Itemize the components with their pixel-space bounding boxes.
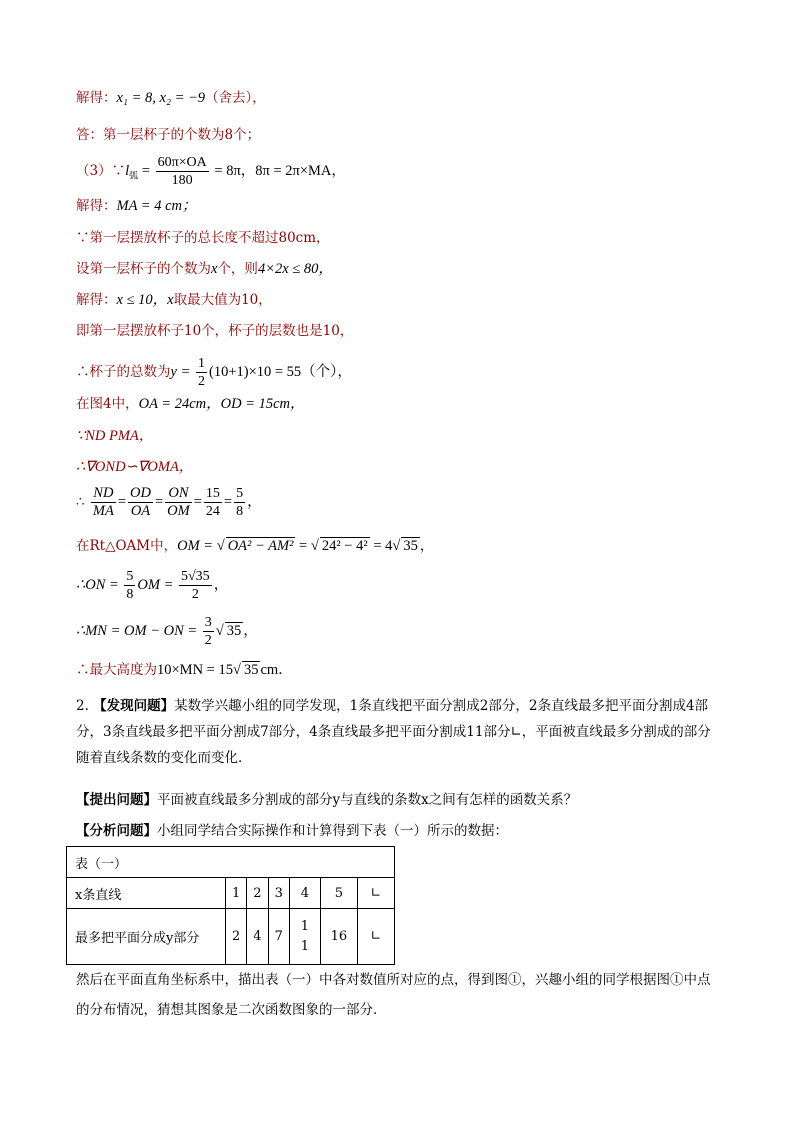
math: ∴ON = xyxy=(76,577,123,593)
table-cell: 7 xyxy=(268,909,289,965)
denominator: 2 xyxy=(204,633,212,648)
text: ∴最大高度为 xyxy=(76,662,157,678)
solution-line-7 xyxy=(76,290,272,310)
section-tag: 【发现问题】 xyxy=(93,698,175,714)
text: （舍去）， xyxy=(205,90,266,106)
numerator: ND xyxy=(91,485,116,503)
math: (10+1)×10 = 55（个）， xyxy=(208,364,352,380)
numerator: 60π×OA xyxy=(157,155,207,170)
math: OA = 24cm，OD = 15cm， xyxy=(138,396,305,412)
table-row-y xyxy=(67,909,395,965)
numerator: 5 xyxy=(236,486,244,501)
table-cell: 4 xyxy=(247,909,268,965)
equals: = xyxy=(193,494,202,510)
table-cell: 2 xyxy=(226,909,247,965)
solution-line-8: 即第一层摆放杯子10个，杯子的层数也是10， xyxy=(76,323,354,339)
math: ∴MN = OM − ON = xyxy=(76,623,201,639)
equals: = xyxy=(117,494,127,510)
solution-line-11: ∵ND PMA， xyxy=(76,428,154,444)
math: = xyxy=(295,538,311,554)
denominator: 8 xyxy=(126,587,134,602)
math: = 4 xyxy=(369,538,393,554)
radicand: 35 xyxy=(243,662,259,678)
math: y = xyxy=(170,364,194,380)
table-caption-row xyxy=(67,847,395,878)
text: 解得： xyxy=(76,90,117,106)
radicand: 35 xyxy=(226,623,242,639)
radical: √ xyxy=(310,538,319,554)
solution-line-1 xyxy=(76,88,266,108)
solution-line-3 xyxy=(76,154,346,189)
math: l xyxy=(125,163,130,179)
text: 个，则 xyxy=(217,261,258,277)
solution-line-17 xyxy=(76,660,293,680)
equals: = xyxy=(138,163,154,179)
solution-line-9 xyxy=(76,355,352,390)
row-label: 最多把平面分成y部分 xyxy=(67,909,226,965)
numerator: ON xyxy=(165,485,192,503)
fraction xyxy=(196,355,207,390)
denominator: 8 xyxy=(236,504,244,519)
section-tag: 【提出问题】 xyxy=(76,792,157,808)
text: 解得： xyxy=(76,292,117,308)
paragraph-text: 某数学兴趣小组的同学发现，1条直线把平面分割成2部分，2条直线最多把平面分割成4部分，3条直线最多把平面分割成7部分，4条直线最多把平面分割成11部分∟，平面被直线最多分割成的部分随着直线条数的变化而变化． xyxy=(76,698,711,766)
solution-line-13 xyxy=(76,485,262,520)
denominator: 24 xyxy=(205,504,220,519)
solution-line-16 xyxy=(76,614,258,649)
text: 解得： xyxy=(76,198,117,214)
paragraph-text: 平面被直线最多分割成的部分y与直线的条数x之间有怎样的函数关系？ xyxy=(157,792,578,808)
row-label: x条直线 xyxy=(67,878,226,909)
fraction-2 xyxy=(128,485,153,520)
denominator: 180 xyxy=(171,173,193,188)
text: 取最大值为10， xyxy=(173,292,272,308)
problem-2-plot-paragraph: 然后在平面直角坐标系中，描出表（一）中各对数值所对应的点，得到图①，兴趣小组的同学根据图①中点的分布情况，猜想其图象是二次函数图象的一部分． xyxy=(76,972,711,1018)
math: OM = xyxy=(137,577,177,593)
math: OM = xyxy=(177,538,217,554)
fraction xyxy=(203,614,214,649)
table-cell: 5 xyxy=(320,878,357,909)
solution-line-15 xyxy=(76,568,228,603)
numerator: 15 xyxy=(205,486,220,501)
solution-line-6 xyxy=(76,259,333,279)
table-cell: 1 1 xyxy=(289,909,320,965)
math: MA = 4 cm； xyxy=(116,198,197,214)
math: x ≤ 10， xyxy=(116,292,168,308)
numerator: OD xyxy=(130,485,151,501)
radical: √ xyxy=(392,538,401,554)
problem-number: 2. xyxy=(76,698,94,714)
radicand: 24² − 4² xyxy=(321,538,368,554)
comma: ， xyxy=(247,494,262,510)
table-cell: ∟ xyxy=(357,909,394,965)
math: x₁ = 8, x₂ = −9 xyxy=(116,90,206,106)
fraction xyxy=(156,154,209,189)
numerator: 1 xyxy=(197,356,205,371)
table-cell: 3 xyxy=(268,878,289,909)
subscript: 弧 xyxy=(129,171,139,182)
fraction xyxy=(179,568,212,603)
numerator: 5 xyxy=(126,569,134,584)
math: x xyxy=(211,261,218,277)
fraction-1 xyxy=(91,485,116,520)
fraction-4 xyxy=(204,485,222,520)
text: （3）∵ xyxy=(76,163,126,179)
radical: √ xyxy=(215,623,224,639)
equals: = xyxy=(154,494,164,510)
table-cell: 2 xyxy=(247,878,268,909)
therefore: ∴ xyxy=(76,494,85,510)
table-cell: 1 xyxy=(226,878,247,909)
table-cell: 16 xyxy=(320,909,357,965)
math: 4×2x ≤ 80， xyxy=(257,261,333,277)
denominator: OM xyxy=(167,503,190,519)
fraction-5 xyxy=(234,485,245,520)
solution-line-2: 答：第一层杯子的个数为8个； xyxy=(76,127,261,143)
text: ∴杯子的总数为 xyxy=(76,364,171,380)
numerator: 3 xyxy=(204,615,212,630)
text: 在Rt△OAM中， xyxy=(76,538,178,554)
math: 10×MN = 15 xyxy=(157,662,233,678)
denominator: OA xyxy=(130,503,151,519)
problem-2-question xyxy=(76,787,716,813)
table-cell: ∟ xyxy=(357,878,394,909)
radical: √ xyxy=(216,538,225,554)
solution-line-4 xyxy=(76,196,197,216)
equals: = xyxy=(223,494,233,510)
comma: ， xyxy=(243,623,258,639)
math: = 8π，8π = 2π×MA， xyxy=(210,163,346,179)
table-caption: 表（一） xyxy=(67,847,395,878)
solution-line-10 xyxy=(76,394,305,414)
paragraph-text: 小组同学结合实际操作和计算得到下表（一）所示的数据： xyxy=(157,823,508,839)
unit: cm． xyxy=(260,662,293,678)
denominator: 2 xyxy=(191,587,199,602)
text: 在图4中， xyxy=(76,396,139,412)
denominator: 2 xyxy=(197,374,205,389)
radicand: OA² − AM² xyxy=(227,538,294,554)
comma: ， xyxy=(213,577,229,593)
fraction-3 xyxy=(165,485,192,520)
section-tag: 【分析问题】 xyxy=(76,823,157,839)
table-cell: 4 xyxy=(289,878,320,909)
text: 设第一层杯子的个数为 xyxy=(76,261,211,277)
math: x xyxy=(167,292,174,308)
radical: √ xyxy=(232,662,241,678)
numerator: 5√35 xyxy=(181,569,210,584)
problem-2-discover xyxy=(76,693,716,771)
data-table xyxy=(66,846,395,965)
text: ， xyxy=(419,538,434,554)
fraction xyxy=(124,568,135,603)
problem-2-analysis xyxy=(76,818,716,844)
solution-line-12: ∴∇OND∽∇OMA， xyxy=(76,459,194,475)
denominator: MA xyxy=(92,503,114,519)
solution-line-14 xyxy=(76,536,433,556)
solution-line-5: ∵第一层摆放杯子的总长度不超过80cm， xyxy=(76,230,330,246)
radicand: 35 xyxy=(403,538,418,554)
table-row-x xyxy=(67,878,395,909)
